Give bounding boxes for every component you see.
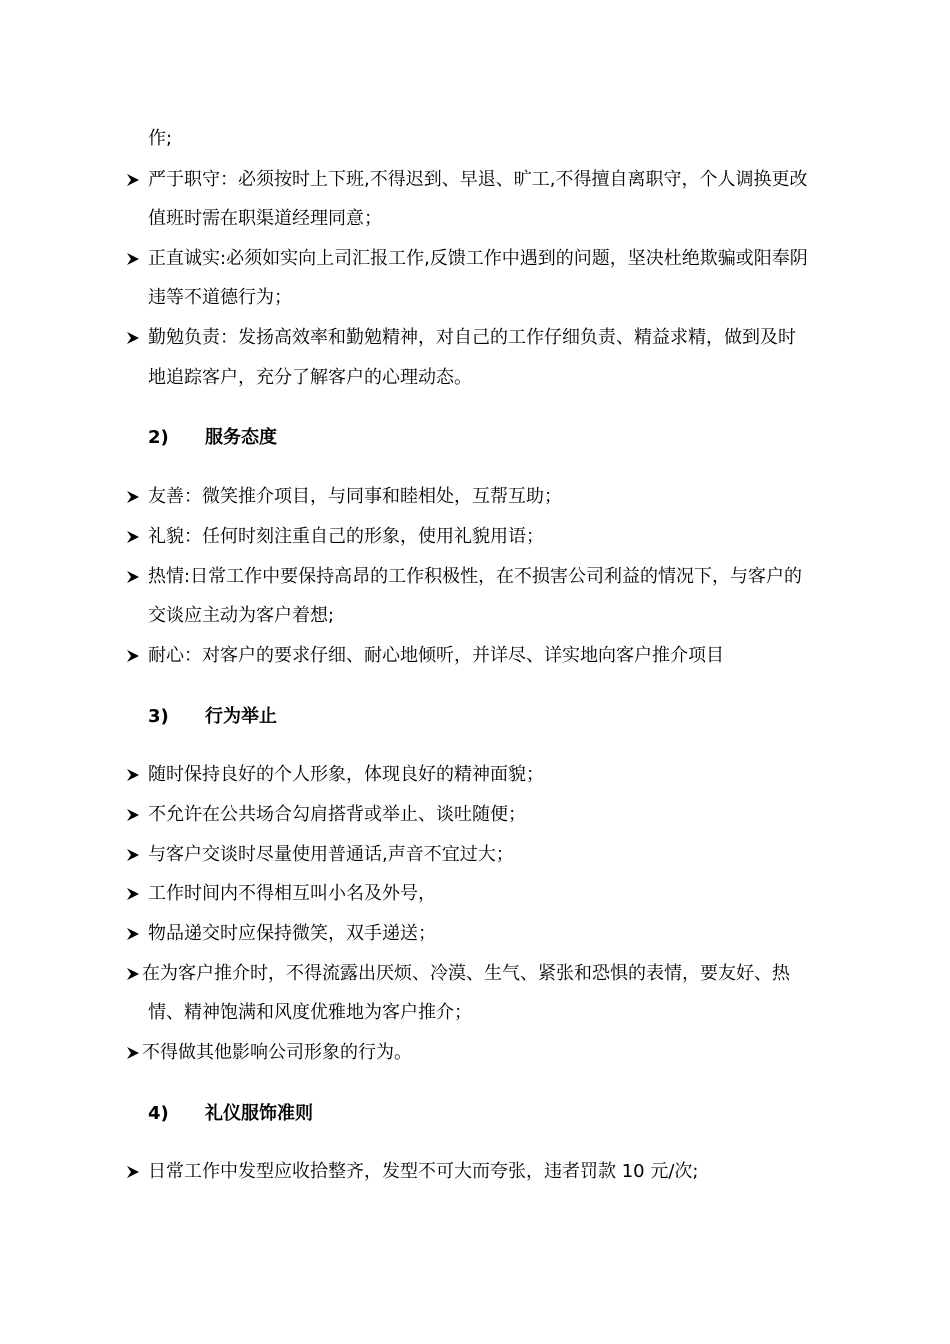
text-line: 工作时间内不得相互叫小名及外号， [148, 883, 436, 904]
text-line: 礼貌：任何时刻注重自己的形象，使用礼貌用语； [148, 526, 544, 547]
text-line: 地追踪客户，充分了解客户的心理动态。 [148, 367, 472, 388]
text-line: 勤勉负责：发扬高效率和勤勉精神，对自己的工作仔细负责、精益求精，做到及时 [148, 327, 796, 348]
arrowhead-bullet-icon [126, 808, 140, 822]
arrowhead-bullet-icon [126, 887, 140, 901]
arrowhead-bullet-icon [126, 927, 140, 941]
arrowhead-bullet-icon [126, 490, 140, 504]
section-number: 2) [148, 427, 169, 448]
arrowhead-bullet-icon [126, 967, 140, 981]
section-number: 3) [148, 706, 169, 727]
text-line: 日常工作中发型应收拾整齐，发型不可大而夸张，违者罚款 10 元/次; [148, 1161, 699, 1182]
text-line: 值班时需在职渠道经理同意； [148, 208, 382, 229]
section-number: 4) [148, 1103, 169, 1124]
arrowhead-bullet-icon [126, 173, 140, 187]
text-line: 热情:日常工作中要保持高昂的工作积极性，在不损害公司利益的情况下，与客户的 [148, 566, 803, 587]
arrowhead-bullet-icon [126, 331, 140, 345]
text-line: 作; [148, 128, 173, 149]
arrowhead-bullet-icon [126, 649, 140, 663]
section-heading: 行为举止 [205, 706, 277, 727]
text-line: 正直诚实:必须如实向上司汇报工作,反馈工作中遇到的问题，坚决杜绝欺骗或阳奉阴 [148, 248, 808, 269]
text-line: 违等不道德行为； [148, 287, 292, 308]
text-line: 在为客户推介时，不得流露出厌烦、冷漠、生气、紧张和恐惧的表情，要友好、热 [142, 963, 790, 984]
section-heading: 礼仪服饰准则 [205, 1103, 313, 1124]
text-line: 友善：微笑推介项目，与同事和睦相处，互帮互助； [148, 486, 562, 507]
text-line: 随时保持良好的个人形象，体现良好的精神面貌； [148, 764, 544, 785]
arrowhead-bullet-icon [126, 1165, 140, 1179]
section-heading: 服务态度 [205, 427, 277, 448]
arrowhead-bullet-icon [126, 768, 140, 782]
arrowhead-bullet-icon [126, 570, 140, 584]
text-line: 与客户交谈时尽量使用普通话,声音不宜过大； [148, 844, 514, 865]
text-line: 物品递交时应保持微笑，双手递送； [148, 923, 436, 944]
arrowhead-bullet-icon [126, 252, 140, 266]
text-line: 不允许在公共场合勾肩搭背或举止、谈吐随便； [148, 804, 526, 825]
arrowhead-bullet-icon [126, 1046, 140, 1060]
arrowhead-bullet-icon [126, 848, 140, 862]
text-line: 不得做其他影响公司形象的行为。 [142, 1042, 412, 1063]
text-line: 情、精神饱满和风度优雅地为客户推介； [148, 1002, 472, 1023]
text-line: 严于职守：必须按时上下班,不得迟到、早退、旷工,不得擅自离职守，个人调换更改 [148, 169, 808, 190]
text-line: 耐心：对客户的要求仔细、耐心地倾听，并详尽、详实地向客户推介项目 [148, 645, 724, 666]
text-line: 交谈应主动为客户着想; [148, 605, 335, 626]
arrowhead-bullet-icon [126, 530, 140, 544]
